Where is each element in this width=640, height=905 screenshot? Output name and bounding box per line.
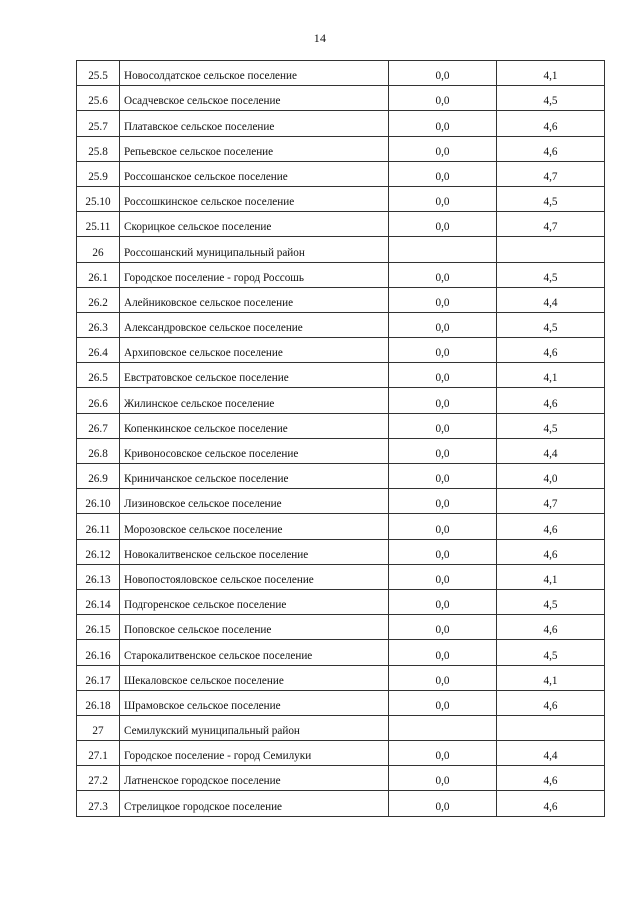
row-number-cell: 26.14 xyxy=(77,589,120,614)
value-1-cell: 0,0 xyxy=(389,186,497,211)
value-2-cell: 4,6 xyxy=(497,766,605,791)
settlement-name-cell: Платавское сельское поселение xyxy=(120,111,389,136)
row-number-cell: 26.17 xyxy=(77,665,120,690)
table-row xyxy=(77,464,605,489)
table-row xyxy=(77,514,605,539)
value-2-cell: 4,6 xyxy=(497,539,605,564)
value-2-cell: 4,7 xyxy=(497,161,605,186)
table-row xyxy=(77,86,605,111)
value-2-cell: 4,0 xyxy=(497,464,605,489)
row-number-cell: 26.15 xyxy=(77,615,120,640)
settlement-name-cell: Россошанское сельское поселение xyxy=(120,161,389,186)
row-number-cell: 26.8 xyxy=(77,438,120,463)
settlement-name-cell: Семилукский муниципальный район xyxy=(120,715,389,740)
value-2-cell: 4,1 xyxy=(497,363,605,388)
table-row xyxy=(77,388,605,413)
value-1-cell: 0,0 xyxy=(389,589,497,614)
settlement-name-cell: Копенкинское сельское поселение xyxy=(120,413,389,438)
settlement-name-cell: Россошкинское сельское поселение xyxy=(120,186,389,211)
settlement-name-cell: Новосолдатское сельское поселение xyxy=(120,61,389,86)
row-number-cell: 25.11 xyxy=(77,212,120,237)
table-row xyxy=(77,489,605,514)
value-1-cell: 0,0 xyxy=(389,690,497,715)
value-1-cell: 0,0 xyxy=(389,338,497,363)
row-number-cell: 26.7 xyxy=(77,413,120,438)
value-1-cell: 0,0 xyxy=(389,640,497,665)
table-row xyxy=(77,539,605,564)
row-number-cell: 27.1 xyxy=(77,741,120,766)
row-number-cell: 26.4 xyxy=(77,338,120,363)
settlement-name-cell: Репьевское сельское поселение xyxy=(120,136,389,161)
table-row xyxy=(77,791,605,817)
table-row xyxy=(77,338,605,363)
value-1-cell: 0,0 xyxy=(389,388,497,413)
settlement-name-cell: Александровское сельское поселение xyxy=(120,312,389,337)
value-1-cell: 0,0 xyxy=(389,514,497,539)
table-row xyxy=(77,589,605,614)
settlement-name-cell: Лизиновское сельское поселение xyxy=(120,489,389,514)
value-1-cell: 0,0 xyxy=(389,86,497,111)
table-row xyxy=(77,262,605,287)
value-1-cell: 0,0 xyxy=(389,413,497,438)
value-1-cell xyxy=(389,715,497,740)
table-row xyxy=(77,615,605,640)
value-2-cell: 4,4 xyxy=(497,741,605,766)
value-2-cell: 4,5 xyxy=(497,186,605,211)
settlement-name-cell: Поповское сельское поселение xyxy=(120,615,389,640)
value-2-cell: 4,6 xyxy=(497,615,605,640)
value-1-cell xyxy=(389,237,497,262)
row-number-cell: 26.1 xyxy=(77,262,120,287)
value-2-cell: 4,1 xyxy=(497,564,605,589)
row-number-cell: 26.12 xyxy=(77,539,120,564)
row-number-cell: 27.2 xyxy=(77,766,120,791)
settlement-name-cell: Городское поселение - город Россошь xyxy=(120,262,389,287)
settlement-name-cell: Осадчевское сельское поселение xyxy=(120,86,389,111)
value-1-cell: 0,0 xyxy=(389,741,497,766)
row-number-cell: 27.3 xyxy=(77,791,120,817)
value-1-cell: 0,0 xyxy=(389,615,497,640)
table-row xyxy=(77,61,605,86)
value-2-cell: 4,6 xyxy=(497,338,605,363)
settlement-name-cell: Шекаловское сельское поселение xyxy=(120,665,389,690)
value-2-cell: 4,7 xyxy=(497,212,605,237)
table-row xyxy=(77,212,605,237)
value-1-cell: 0,0 xyxy=(389,665,497,690)
page-number: 14 xyxy=(313,31,327,45)
value-2-cell: 4,5 xyxy=(497,86,605,111)
settlements-table xyxy=(76,60,605,817)
settlement-name-cell: Кривоносовское сельское поселение xyxy=(120,438,389,463)
table-body xyxy=(77,61,605,817)
settlement-name-cell: Подгоренское сельское поселение xyxy=(120,589,389,614)
settlement-name-cell: Россошанский муниципальный район xyxy=(120,237,389,262)
value-1-cell: 0,0 xyxy=(389,287,497,312)
value-2-cell: 4,5 xyxy=(497,262,605,287)
value-1-cell: 0,0 xyxy=(389,363,497,388)
row-number-cell: 26.9 xyxy=(77,464,120,489)
row-number-cell: 26.18 xyxy=(77,690,120,715)
value-1-cell: 0,0 xyxy=(389,111,497,136)
settlement-name-cell: Шрамовское сельское поселение xyxy=(120,690,389,715)
table-row xyxy=(77,136,605,161)
value-2-cell xyxy=(497,237,605,262)
row-number-cell: 26.2 xyxy=(77,287,120,312)
value-1-cell: 0,0 xyxy=(389,464,497,489)
table-row xyxy=(77,287,605,312)
table-row xyxy=(77,186,605,211)
table-row xyxy=(77,161,605,186)
row-number-cell: 26 xyxy=(77,237,120,262)
table-row xyxy=(77,640,605,665)
value-1-cell: 0,0 xyxy=(389,564,497,589)
value-2-cell: 4,6 xyxy=(497,136,605,161)
value-1-cell: 0,0 xyxy=(389,489,497,514)
settlement-name-cell: Старокалитвенское сельское поселение xyxy=(120,640,389,665)
row-number-cell: 25.6 xyxy=(77,86,120,111)
settlement-name-cell: Новопостояловское сельское поселение xyxy=(120,564,389,589)
row-number-cell: 25.5 xyxy=(77,61,120,86)
value-2-cell: 4,6 xyxy=(497,791,605,817)
value-2-cell: 4,5 xyxy=(497,312,605,337)
value-1-cell: 0,0 xyxy=(389,539,497,564)
value-1-cell: 0,0 xyxy=(389,161,497,186)
row-number-cell: 26.11 xyxy=(77,514,120,539)
value-2-cell: 4,1 xyxy=(497,61,605,86)
settlement-name-cell: Стрелицкое городское поселение xyxy=(120,791,389,817)
table-row xyxy=(77,413,605,438)
value-1-cell: 0,0 xyxy=(389,262,497,287)
value-2-cell: 4,5 xyxy=(497,640,605,665)
row-number-cell: 26.6 xyxy=(77,388,120,413)
value-2-cell: 4,5 xyxy=(497,413,605,438)
row-number-cell: 26.16 xyxy=(77,640,120,665)
table-row xyxy=(77,237,605,262)
table-row xyxy=(77,312,605,337)
row-number-cell: 26.3 xyxy=(77,312,120,337)
value-1-cell: 0,0 xyxy=(389,61,497,86)
value-2-cell: 4,7 xyxy=(497,489,605,514)
settlement-name-cell: Морозовское сельское поселение xyxy=(120,514,389,539)
table-row xyxy=(77,111,605,136)
table-row xyxy=(77,741,605,766)
table-row xyxy=(77,715,605,740)
settlement-name-cell: Городское поселение - город Семилуки xyxy=(120,741,389,766)
value-2-cell: 4,6 xyxy=(497,388,605,413)
row-number-cell: 26.5 xyxy=(77,363,120,388)
value-1-cell: 0,0 xyxy=(389,766,497,791)
value-1-cell: 0,0 xyxy=(389,312,497,337)
row-number-cell: 26.10 xyxy=(77,489,120,514)
value-1-cell: 0,0 xyxy=(389,136,497,161)
settlement-name-cell: Криничанское сельское поселение xyxy=(120,464,389,489)
row-number-cell: 25.7 xyxy=(77,111,120,136)
value-2-cell: 4,4 xyxy=(497,287,605,312)
settlement-name-cell: Архиповское сельское поселение xyxy=(120,338,389,363)
value-2-cell: 4,1 xyxy=(497,665,605,690)
value-1-cell: 0,0 xyxy=(389,438,497,463)
row-number-cell: 27 xyxy=(77,715,120,740)
row-number-cell: 25.8 xyxy=(77,136,120,161)
row-number-cell: 25.9 xyxy=(77,161,120,186)
settlement-name-cell: Евстратовское сельское поселение xyxy=(120,363,389,388)
settlement-name-cell: Жилинское сельское поселение xyxy=(120,388,389,413)
value-2-cell: 4,6 xyxy=(497,690,605,715)
value-2-cell: 4,6 xyxy=(497,111,605,136)
value-1-cell: 0,0 xyxy=(389,212,497,237)
table-row xyxy=(77,363,605,388)
value-2-cell: 4,4 xyxy=(497,438,605,463)
row-number-cell: 25.10 xyxy=(77,186,120,211)
table-row xyxy=(77,564,605,589)
table-row xyxy=(77,766,605,791)
table-row xyxy=(77,690,605,715)
settlement-name-cell: Новокалитвенское сельское поселение xyxy=(120,539,389,564)
value-2-cell: 4,6 xyxy=(497,514,605,539)
settlement-name-cell: Скорицкое сельское поселение xyxy=(120,212,389,237)
table-row xyxy=(77,665,605,690)
row-number-cell: 26.13 xyxy=(77,564,120,589)
settlement-name-cell: Алейниковское сельское поселение xyxy=(120,287,389,312)
value-2-cell: 4,5 xyxy=(497,589,605,614)
value-2-cell xyxy=(497,715,605,740)
value-1-cell: 0,0 xyxy=(389,791,497,817)
settlement-name-cell: Латненское городское поселение xyxy=(120,766,389,791)
table-row xyxy=(77,438,605,463)
